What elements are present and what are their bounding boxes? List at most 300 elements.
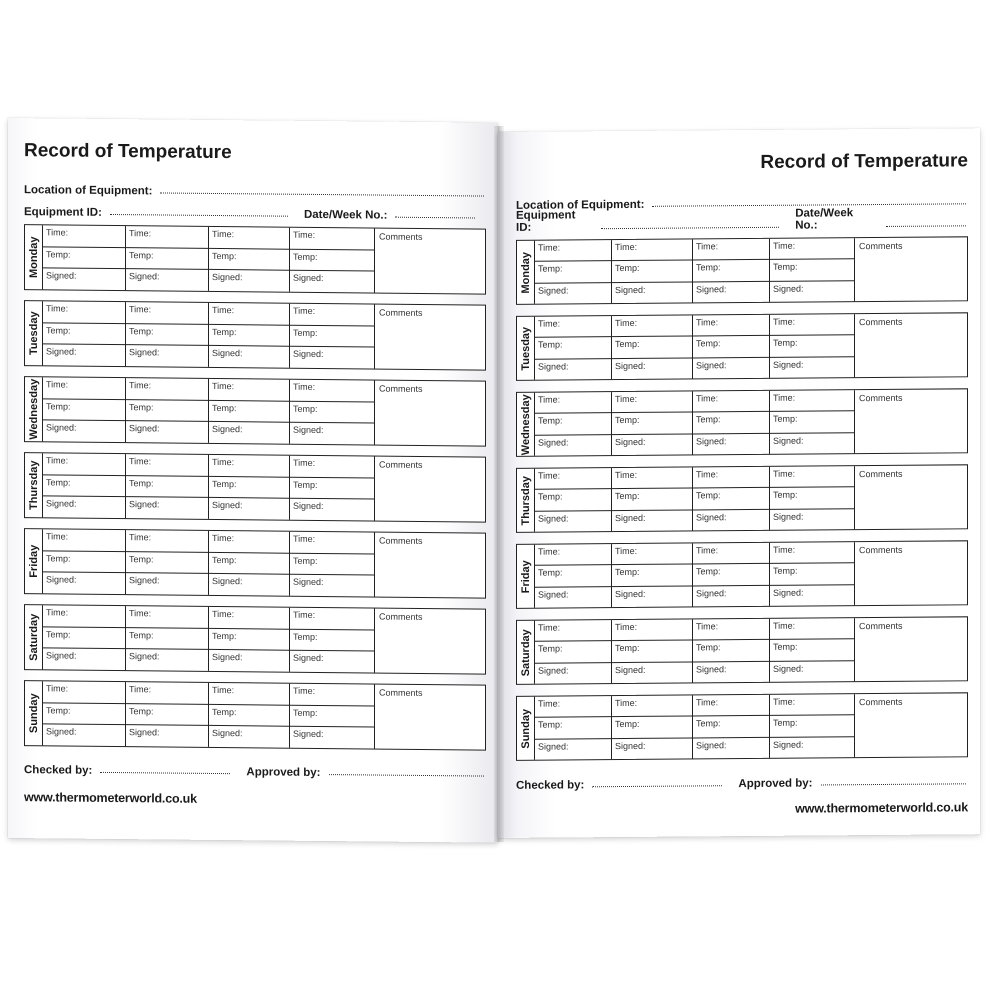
signed-cell[interactable]: Signed: [696,435,727,447]
temp-cell[interactable]: Temp: [126,476,208,498]
temp-cell[interactable]: Temp: [612,641,692,663]
day-label-cell [517,241,535,304]
time-cell[interactable]: Time: [535,620,611,642]
comments-cell[interactable]: Comments [859,696,903,708]
signed-cell[interactable]: Signed: [615,436,646,447]
day-table-friday [516,540,968,609]
reading-grid [535,313,967,379]
checked-by-field[interactable] [100,771,230,774]
comments-cell[interactable]: Comments [379,459,423,470]
signed-cell[interactable]: Signed: [46,422,77,434]
reading-column [290,608,375,673]
reading-grid [43,225,485,293]
left-page-content [24,140,486,808]
signed-cell[interactable]: Signed: [773,435,804,446]
temp-cell[interactable]: Temp: [209,249,289,271]
reading-column [612,543,693,607]
time-cell[interactable]: Time: [209,455,289,477]
approved-by-label: Approved by: [246,766,321,779]
time-cell[interactable]: Time: [126,530,208,552]
temp-cell[interactable]: Temp: [43,703,125,725]
temp-cell[interactable]: Temp: [693,716,769,738]
right-page-title: Record of Temperature [760,150,968,173]
time-cell[interactable]: Time: [693,315,769,337]
reading-column [770,466,855,530]
temp-cell[interactable]: Temp: [535,565,611,587]
temp-cell[interactable]: Temp: [290,705,374,727]
temp-cell[interactable]: Temp: [43,323,125,345]
temp-cell[interactable]: Temp: [535,413,611,435]
time-cell[interactable]: Time: [126,606,208,628]
right-page [498,128,980,838]
reading-grid [535,389,967,455]
time-cell[interactable]: Time: [770,466,854,488]
temp-cell[interactable]: Temp: [126,552,208,574]
equipment-id-field[interactable] [110,213,288,217]
reading-column [770,238,855,302]
comments-cell[interactable]: Comments [379,687,423,698]
signed-cell[interactable]: Signed: [696,511,727,523]
comments-cell[interactable]: Comments [859,544,903,556]
temp-cell[interactable]: Temp: [693,412,769,434]
signed-cell[interactable]: Signed: [46,726,77,738]
reading-column [612,619,693,683]
signed-cell[interactable]: Signed: [696,739,727,751]
day-label-cell [25,453,43,517]
signed-cell[interactable]: Signed: [212,576,243,587]
reading-column [126,302,209,367]
temp-cell[interactable]: Temp: [535,261,611,283]
website-footer: www.thermometerworld.co.uk [795,800,968,816]
reading-column [535,240,612,304]
temp-cell[interactable]: Temp: [43,475,125,497]
temp-cell[interactable]: Temp: [126,704,208,726]
reading-grid [535,541,967,607]
time-cell[interactable]: Time: [535,696,611,718]
temp-cell[interactable]: Temp: [770,640,854,662]
date-week-field[interactable] [886,224,966,227]
signed-cell[interactable]: Signed: [212,728,243,739]
temp-cell[interactable]: Temp: [535,641,611,663]
time-cell[interactable]: Time: [612,619,692,641]
reading-column [535,620,612,684]
temp-cell[interactable]: Temp: [770,716,854,738]
time-cell[interactable]: Time: [43,377,125,399]
signed-cell[interactable]: Signed: [773,663,804,674]
equipment-id-label: Equipment ID: [516,209,576,234]
temp-cell[interactable]: Temp: [43,247,125,269]
time-cell[interactable]: Time: [43,529,125,551]
day-label-cell [517,697,535,760]
right-page-content [516,150,968,818]
reading-grid [535,617,967,683]
reading-column [535,696,612,760]
reading-column [693,391,770,455]
day-label: Wednesday [519,393,532,455]
time-cell[interactable]: Time: [693,695,769,717]
signed-cell[interactable]: Signed: [538,361,569,372]
day-table-saturday [516,616,968,685]
time-cell[interactable]: Time: [612,391,692,413]
time-cell[interactable]: Time: [43,681,125,703]
comments-cell[interactable]: Comments [859,620,903,632]
day-label: Friday [519,559,532,593]
time-cell[interactable]: Time: [290,228,374,250]
comments-cell[interactable]: Comments [859,316,903,328]
reading-column [535,316,612,380]
reading-column [126,454,209,519]
time-cell[interactable]: Time: [770,542,854,564]
reading-column [209,303,290,368]
day-label: Thursday [519,475,532,526]
reading-column [770,618,855,682]
temp-cell[interactable]: Temp: [209,477,289,499]
day-table-list [516,236,968,761]
signed-cell[interactable]: Signed: [46,498,77,510]
day-table-friday [24,528,486,598]
time-cell[interactable]: Time: [209,683,289,705]
reading-column [290,456,375,521]
time-cell[interactable]: Time: [43,225,125,247]
temp-cell[interactable]: Temp: [535,489,611,511]
signed-cell[interactable]: Signed: [46,270,77,282]
signed-cell[interactable]: Signed: [773,511,804,522]
time-cell[interactable]: Time: [209,531,289,553]
time-cell[interactable]: Time: [693,391,769,413]
temp-cell[interactable]: Temp: [209,325,289,347]
reading-column [126,226,209,291]
temp-cell[interactable]: Temp: [612,489,692,511]
time-cell[interactable]: Time: [126,302,208,324]
time-cell[interactable]: Time: [612,543,692,565]
temp-cell[interactable]: Temp: [612,717,692,739]
signed-cell[interactable]: Signed: [538,741,569,752]
reading-column [693,695,770,759]
reading-column [290,380,375,445]
signed-cell[interactable]: Signed: [293,349,324,360]
comments-cell[interactable]: Comments [379,383,423,394]
time-cell[interactable]: Time: [535,240,611,262]
temp-cell[interactable]: Temp: [290,629,374,651]
day-label-cell [25,225,43,289]
signed-cell[interactable]: Signed: [129,423,160,434]
day-table-monday [516,236,968,305]
time-cell[interactable]: Time: [209,607,289,629]
temp-cell[interactable]: Temp: [693,260,769,282]
reading-column [770,314,855,378]
signed-cell[interactable]: Signed: [293,501,324,512]
temp-cell[interactable]: Temp: [693,640,769,662]
temp-cell[interactable]: Temp: [693,336,769,358]
time-cell[interactable]: Time: [290,532,374,554]
signed-cell[interactable]: Signed: [212,500,243,511]
reading-grid [43,529,485,597]
date-week-label: Date/Week No.: [303,208,388,222]
day-label-cell [517,621,535,684]
signed-cell[interactable]: Signed: [773,359,804,370]
reading-column [43,377,126,442]
temp-cell[interactable]: Temp: [126,248,208,270]
time-cell[interactable]: Time: [126,454,208,476]
day-label-cell [517,469,535,532]
signoff-row [516,768,968,792]
temp-cell[interactable]: Temp: [43,551,125,573]
reading-grid [43,301,485,369]
temp-cell[interactable]: Temp: [43,627,125,649]
time-cell[interactable]: Time: [612,695,692,717]
time-cell[interactable]: Time: [43,453,125,475]
temp-cell[interactable]: Temp: [209,629,289,651]
reading-column [209,683,290,748]
reading-column [209,455,290,520]
temp-cell[interactable]: Temp: [770,260,854,282]
signed-cell[interactable]: Signed: [129,347,160,358]
temp-cell[interactable]: Temp: [612,565,692,587]
signed-cell[interactable]: Signed: [212,348,243,359]
reading-grid [535,465,967,531]
time-cell[interactable]: Time: [770,694,854,716]
temp-cell[interactable]: Temp: [535,717,611,739]
time-cell[interactable]: Time: [126,682,208,704]
reading-column [770,694,855,758]
time-cell[interactable]: Time: [535,392,611,414]
location-label: Location of Equipment: [516,198,645,212]
time-cell[interactable]: Time: [209,379,289,401]
day-table-thursday [516,464,968,533]
location-field[interactable] [160,191,484,196]
time-cell[interactable]: Time: [693,619,769,641]
book-spine [494,126,504,842]
time-cell[interactable]: Time: [290,456,374,478]
time-cell[interactable]: Time: [770,314,854,336]
reading-column [126,378,209,443]
day-table-thursday [24,452,486,522]
day-label: Monday [27,236,40,279]
day-table-saturday [24,604,486,674]
temp-cell[interactable]: Temp: [126,324,208,346]
reading-column [43,529,126,594]
temp-cell[interactable]: Temp: [693,564,769,586]
temp-cell[interactable]: Temp: [290,477,374,499]
reading-column [612,239,693,303]
temp-cell[interactable]: Temp: [126,628,208,650]
reading-grid [535,237,967,303]
signed-cell[interactable]: Signed: [293,577,324,588]
time-cell[interactable]: Time: [535,316,611,338]
location-row [24,174,486,200]
temp-cell[interactable]: Temp: [693,488,769,510]
time-cell[interactable]: Time: [693,239,769,261]
day-table-list [24,224,486,750]
reading-column [290,532,375,597]
time-cell[interactable]: Time: [43,605,125,627]
signed-cell[interactable]: Signed: [773,587,804,598]
temp-cell[interactable]: Temp: [209,553,289,575]
signed-cell[interactable]: Signed: [46,574,77,586]
day-table-tuesday [516,312,968,381]
equipment-id-field[interactable] [601,226,779,229]
temp-cell[interactable]: Temp: [770,412,854,434]
reading-column [612,391,693,455]
time-cell[interactable]: Time: [612,467,692,489]
signed-cell[interactable]: Signed: [538,589,569,600]
day-table-sunday [24,680,486,750]
signed-cell[interactable]: Signed: [212,272,243,283]
day-table-monday [24,224,486,294]
time-cell[interactable]: Time: [290,380,374,402]
reading-column [770,390,855,454]
reading-column [126,682,209,747]
signed-cell[interactable]: Signed: [615,360,646,371]
reading-column [612,467,693,531]
temp-cell[interactable]: Temp: [209,705,289,727]
checked-by-label: Checked by: [24,764,93,777]
day-label: Wednesday [27,378,40,440]
signed-cell[interactable]: Signed: [293,653,324,664]
temp-cell[interactable]: Temp: [209,401,289,423]
day-table-tuesday [24,300,486,370]
signed-cell[interactable]: Signed: [212,652,243,663]
day-label-cell [517,393,535,456]
signed-cell[interactable]: Signed: [615,284,646,295]
signed-cell[interactable]: Signed: [293,425,324,436]
time-cell[interactable]: Time: [535,468,611,490]
reading-grid [43,453,485,521]
time-cell[interactable]: Time: [43,301,125,323]
signed-cell[interactable]: Signed: [696,587,727,599]
checked-by-label: Checked by: [516,779,585,792]
signed-cell[interactable]: Signed: [46,650,77,662]
approved-by-field[interactable] [821,782,966,785]
comments-cell[interactable]: Comments [859,468,903,480]
signed-cell[interactable]: Signed: [538,665,569,676]
location-field[interactable] [652,202,966,206]
left-page [8,118,498,843]
comments-cell[interactable]: Comments [379,611,423,622]
day-label: Thursday [27,460,40,511]
time-cell[interactable]: Time: [290,304,374,326]
signed-cell[interactable]: Signed: [696,663,727,675]
reading-column [209,607,290,672]
signed-cell[interactable]: Signed: [293,273,324,284]
day-table-wednesday [516,388,968,457]
temp-cell[interactable]: Temp: [126,400,208,422]
signed-cell[interactable]: Signed: [212,424,243,435]
reading-column [126,606,209,671]
reading-column [535,468,612,532]
signed-cell[interactable]: Signed: [129,271,160,282]
temp-cell[interactable]: Temp: [612,413,692,435]
temp-cell[interactable]: Temp: [535,337,611,359]
reading-column [290,304,375,369]
reading-column [290,228,375,293]
comments-cell[interactable]: Comments [379,535,423,546]
reading-column [209,227,290,292]
time-cell[interactable]: Time: [535,544,611,566]
signed-cell[interactable]: Signed: [293,729,324,740]
time-cell[interactable]: Time: [770,618,854,640]
temp-cell[interactable]: Temp: [43,399,125,421]
signed-cell[interactable]: Signed: [538,513,569,524]
signed-cell[interactable]: Signed: [696,283,727,295]
equipment-row [516,208,968,234]
signed-cell[interactable]: Signed: [773,739,804,750]
reading-grid [43,377,485,445]
reading-column [535,544,612,608]
signed-cell[interactable]: Signed: [46,346,77,358]
checked-by-field[interactable] [592,784,722,787]
signed-cell[interactable]: Signed: [615,740,646,751]
signed-cell[interactable]: Signed: [129,499,160,510]
signed-cell[interactable]: Signed: [538,437,569,448]
time-cell[interactable]: Time: [612,315,692,337]
time-cell[interactable]: Time: [693,543,769,565]
signed-cell[interactable]: Signed: [129,651,160,662]
temp-cell[interactable]: Temp: [770,336,854,358]
signed-cell[interactable]: Signed: [129,575,160,586]
date-week-label: Date/Week No.: [795,207,854,232]
reading-column [693,619,770,683]
temp-cell[interactable]: Temp: [290,249,374,271]
temp-cell[interactable]: Temp: [612,261,692,283]
location-label: Location of Equipment: [24,184,153,198]
equipment-row [24,196,486,222]
time-cell[interactable]: Time: [209,303,289,325]
reading-column [43,225,126,290]
day-label: Tuesday [27,311,40,356]
temp-cell[interactable]: Temp: [612,337,692,359]
reading-column [43,681,126,746]
comments-cell[interactable]: Comments [379,231,423,242]
day-label-cell [25,605,43,669]
time-cell[interactable]: Time: [612,239,692,261]
comments-cell[interactable]: Comments [379,307,423,318]
temp-cell[interactable]: Temp: [290,401,374,423]
signed-cell[interactable]: Signed: [615,664,646,675]
signed-cell[interactable]: Signed: [615,512,646,523]
day-label-cell [25,377,43,441]
temp-cell[interactable]: Temp: [290,553,374,575]
signed-cell[interactable]: Signed: [615,588,646,599]
signed-cell[interactable]: Signed: [773,283,804,294]
time-cell[interactable]: Time: [290,608,374,630]
signed-cell[interactable]: Signed: [129,727,160,738]
comments-cell[interactable]: Comments [859,392,903,404]
time-cell[interactable]: Time: [126,226,208,248]
comments-cell[interactable]: Comments [859,240,903,252]
time-cell[interactable]: Time: [126,378,208,400]
time-cell[interactable]: Time: [290,684,374,706]
reading-column [126,530,209,595]
approved-by-field[interactable] [329,773,484,776]
reading-column [770,542,855,606]
time-cell[interactable]: Time: [693,467,769,489]
day-label: Sunday [519,708,532,749]
reading-column [612,695,693,759]
temp-cell[interactable]: Temp: [770,564,854,586]
date-week-field[interactable] [395,216,475,219]
temp-cell[interactable]: Temp: [290,325,374,347]
time-cell[interactable]: Time: [209,227,289,249]
day-label: Tuesday [519,326,532,371]
reading-column [693,467,770,531]
temp-cell[interactable]: Temp: [770,488,854,510]
time-cell[interactable]: Time: [770,390,854,412]
signed-cell[interactable]: Signed: [696,359,727,371]
signed-cell[interactable]: Signed: [538,285,569,296]
time-cell[interactable]: Time: [770,238,854,260]
reading-grid [43,681,485,749]
